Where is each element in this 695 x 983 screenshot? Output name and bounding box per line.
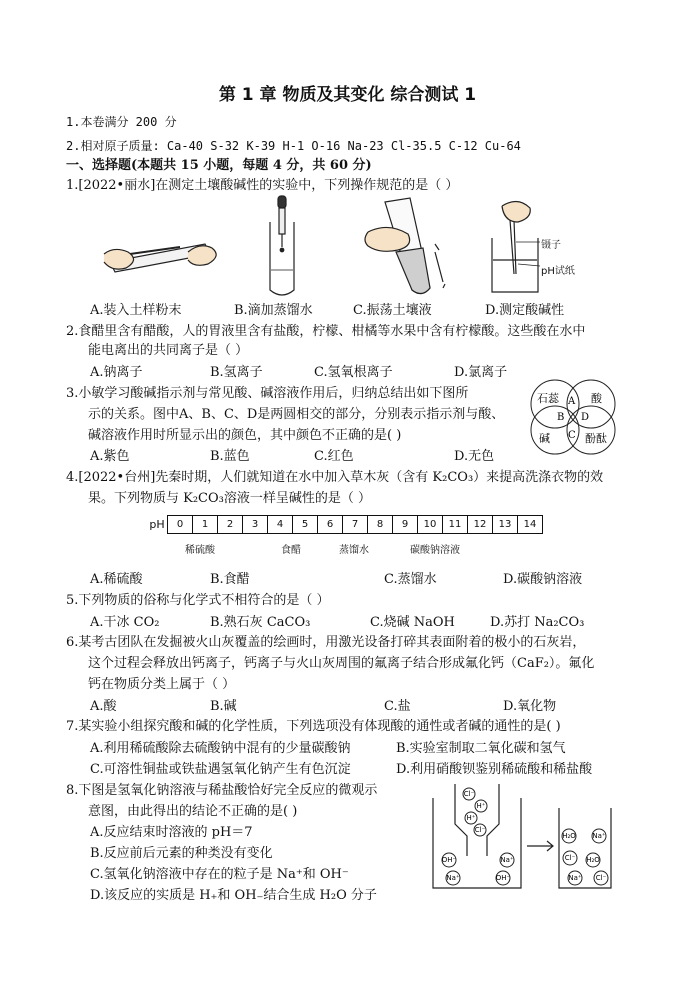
note-score: 1.本卷满分 200 分 — [66, 115, 177, 129]
ion-cl-mid: Cl⁻ — [474, 826, 486, 834]
note-atomic-mass: 2.相对原子质量: Ca-40 S-32 K-39 H-1 O-16 Na-23 Cl-35.5 C-12 Cu-64 — [66, 139, 521, 153]
ph-cell: 12 — [468, 516, 493, 534]
q1-option-c[interactable]: C.振荡土壤液 — [353, 303, 432, 318]
question-4-stem-line2: 果。下列物质与 K₂CO₃溶液一样呈碱性的是（ ） — [88, 491, 372, 506]
q6-option-b[interactable]: B.碱 — [210, 699, 237, 714]
q6-option-c[interactable]: C.盐 — [384, 699, 411, 714]
q8-reaction-diagram — [425, 784, 615, 896]
question-3-stem-line2: 示的关系。图中A、B、C、D是两圆相交的部分，分别表示指示剂与酸、 — [88, 407, 505, 422]
q5-option-c[interactable]: C.烧碱 NaOH — [370, 615, 455, 630]
q1-figures — [100, 192, 560, 300]
figure-d — [492, 201, 540, 292]
question-8-stem-line1: 8.下图是氢氧化钠溶液与稀盐酸恰好完全反应的微观示 — [66, 783, 378, 798]
q2-option-b[interactable]: B.氢离子 — [210, 365, 263, 380]
q7-option-b[interactable]: B.实验室制取二氧化碳和氢气 — [396, 741, 566, 756]
venn-c: C — [568, 430, 576, 441]
venn-base: 碱 — [539, 432, 550, 445]
q3-option-b[interactable]: B.蓝色 — [210, 449, 250, 464]
question-3-stem-line1: 3.小敏学习酸碱指示剂与常见酸、碱溶液作用后，归纳总结出如下图所 — [66, 386, 469, 401]
venn-litmus: 石蕊 — [537, 392, 559, 405]
ph-label: pH — [149, 518, 165, 531]
q5-option-b[interactable]: B.熟石灰 CaCO₃ — [210, 615, 311, 630]
ph-cell: 3 — [243, 516, 268, 534]
venn-a: A — [568, 396, 576, 407]
scale-label-water: 蒸馏水 — [339, 545, 369, 556]
question-3-stem-line3: 碱溶液作用时所显示出的颜色，其中颜色不正确的是( ) — [88, 428, 402, 443]
ph-cell: 5 — [293, 516, 318, 534]
mol-h2o-2: H₂O — [586, 856, 600, 864]
question-6-stem-line2: 这个过程会释放出钙离子，钙离子与火山灰周围的氟离子结合形成氟化钙（CaF₂）。氟化 — [88, 656, 595, 671]
ph-cell: 13 — [493, 516, 518, 534]
question-8-stem-line2: 意图，由此得出的结论不正确的是( ) — [88, 804, 298, 819]
question-4-stem-line1: 4.[2022•台州]先秦时期，人们就知道在水中加入草木灰（含有 K₂CO₃）来提高洗涤衣物的效 — [66, 470, 604, 485]
q6-option-a[interactable]: A.酸 — [90, 699, 117, 714]
q3-option-d[interactable]: D.无色 — [454, 449, 495, 464]
ph-cell: 6 — [318, 516, 343, 534]
ion-na-r1: Na⁺ — [592, 832, 606, 840]
question-2-stem-line2: 能电离出的共同离子是（ ） — [88, 343, 249, 358]
question-6-stem-line3: 钙在物质分类上属于（ ） — [88, 677, 236, 692]
question-6-stem-line1: 6.某考古团队在发掘被火山灰覆盖的绘画时，用激光设备打碎其表面附着的极小的石灰岩， — [66, 635, 586, 650]
ph-cell: 2 — [218, 516, 243, 534]
ion-cl-r2: Cl⁻ — [595, 874, 607, 882]
ph-cell: 1 — [193, 516, 218, 534]
q4-option-a[interactable]: A.稀硫酸 — [90, 572, 143, 587]
q3-option-a[interactable]: A.紫色 — [90, 449, 130, 464]
venn-phenol: 酚酞 — [585, 432, 607, 445]
question-5-stem: 5.下列物质的俗称与化学式不相符合的是（ ） — [66, 593, 330, 608]
mol-h2o-1: H₂O — [562, 832, 576, 840]
q4-option-b[interactable]: B.食醋 — [210, 572, 250, 587]
q4-option-d[interactable]: D.碳酸钠溶液 — [503, 572, 583, 587]
figure-a — [104, 244, 216, 272]
question-7-stem: 7.某实验小组探究酸和碱的化学性质，下列选项没有体现酸的通性或者碱的通性的是( ) — [66, 719, 561, 734]
q5-option-a[interactable]: A.干冰 CO₂ — [90, 615, 160, 630]
q2-option-a[interactable]: A.钠离子 — [90, 365, 143, 380]
q2-option-d[interactable]: D.氯离子 — [454, 365, 508, 380]
ph-cell: 8 — [368, 516, 393, 534]
figure-b — [270, 196, 294, 295]
figure-c — [365, 198, 445, 294]
ph-cell: 14 — [518, 516, 543, 534]
q7-option-a[interactable]: A.利用稀硫酸除去硫酸钠中混有的少量碳酸钠 — [90, 741, 351, 756]
ion-oh-left: OH⁻ — [441, 856, 457, 864]
q3-option-c[interactable]: C.红色 — [314, 449, 354, 464]
q7-option-d[interactable]: D.利用硝酸钡鉴别稀硫酸和稀盐酸 — [396, 762, 593, 777]
question-1-stem: 1.[2022•丽水]在测定土壤酸碱性的实验中，下列操作规范的是（ ） — [66, 178, 459, 193]
q5-option-d[interactable]: D.苏打 Na₂CO₃ — [490, 615, 585, 630]
q1-option-a[interactable]: A.装入土样粉末 — [90, 303, 182, 318]
question-2-stem-line1: 2.食醋里含有醋酸，人的胃液里含有盐酸，柠檬、柑橘等水果中含有柠檬酸。这些酸在水中 — [66, 324, 586, 339]
ph-cell: 7 — [343, 516, 368, 534]
q1-option-b[interactable]: B.滴加蒸馏水 — [234, 303, 313, 318]
ion-na-right: Na⁺ — [500, 856, 514, 864]
ion-na-left: Na⁺ — [446, 874, 460, 882]
q8-option-d[interactable]: D.该反应的实质是 H₊和 OH₋结合生成 H₂O 分子 — [90, 888, 377, 903]
ion-cl-r1: Cl⁻ — [564, 854, 576, 862]
venn-acid: 酸 — [591, 392, 602, 405]
ph-cell: 11 — [443, 516, 468, 534]
ion-na-r2: Na⁺ — [568, 874, 582, 882]
venn-b: B — [557, 412, 565, 423]
q2-option-c[interactable]: C.氢氧根离子 — [314, 365, 393, 380]
q8-option-b[interactable]: B.反应前后元素的种类没有变化 — [90, 846, 273, 861]
scale-label-vinegar: 食醋 — [281, 545, 301, 556]
ph-cell: 9 — [393, 516, 418, 534]
q8-option-c[interactable]: C.氢氧化钠溶液中存在的粒子是 Na⁺和 OH⁻ — [90, 867, 349, 882]
ion-cl-top: Cl⁻ — [463, 790, 475, 798]
ion-h-mid: H⁺ — [466, 814, 476, 822]
ph-scale-table — [147, 515, 543, 534]
q7-option-c[interactable]: C.可溶性铜盐或铁盐遇氢氧化钠产生有色沉淀 — [90, 762, 351, 777]
ph-cell: 0 — [168, 516, 193, 534]
label-ph-paper: pH试纸 — [541, 266, 575, 277]
ion-oh-right: OH⁻ — [495, 874, 511, 882]
q4-option-c[interactable]: C.蒸馏水 — [384, 572, 437, 587]
label-tweezers: 镊子 — [541, 240, 561, 251]
scale-label-sulfuric: 稀硫酸 — [185, 545, 215, 556]
q1-option-d[interactable]: D.测定酸碱性 — [485, 303, 565, 318]
page-title: 第 1 章 物质及其变化 综合测试 1 — [218, 85, 477, 105]
ph-cell: 4 — [268, 516, 293, 534]
q6-option-d[interactable]: D.氧化物 — [503, 699, 557, 714]
ph-cell: 10 — [418, 516, 443, 534]
ion-h-top: H⁺ — [476, 802, 486, 810]
q8-option-a[interactable]: A.反应结束时溶液的 pH＝7 — [90, 825, 253, 840]
q3-venn-diagram — [525, 378, 621, 456]
scale-label-sodium-carbonate: 碳酸钠溶液 — [410, 545, 460, 556]
venn-d: D — [581, 412, 590, 423]
section-heading: 一、选择题(本题共 15 小题，每题 4 分，共 60 分) — [66, 158, 372, 173]
